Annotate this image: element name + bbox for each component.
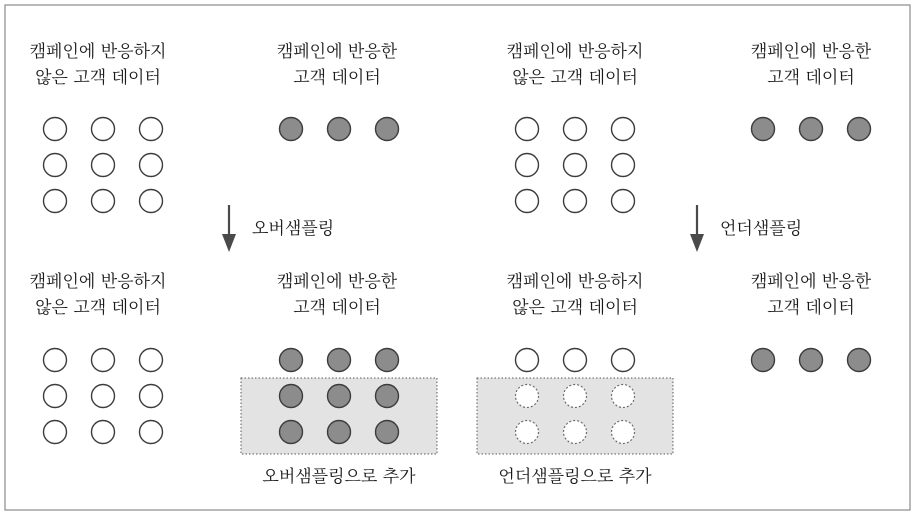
bottom-right-dot-row <box>752 349 871 372</box>
non-responder-dot <box>92 349 115 372</box>
undersampling-caption: 언더샘플링으로 추가 <box>498 467 652 487</box>
non-responder-dot <box>44 154 67 177</box>
non-responder-dot <box>44 190 67 213</box>
bottom-left-dot-grid <box>44 349 163 444</box>
non-responder-dot <box>516 190 539 213</box>
responder-dot <box>376 118 399 141</box>
responder-dot <box>328 349 351 372</box>
removed-dot <box>612 421 635 444</box>
non-responder-dot <box>140 190 163 213</box>
top-left-label-line2: 않은 고객 데이터 <box>35 68 161 88</box>
non-responder-dot <box>92 385 115 408</box>
non-responder-dot <box>44 385 67 408</box>
oversampled-responder-dot <box>280 421 303 444</box>
non-responder-dot <box>44 421 67 444</box>
top-right-dot-row <box>752 118 871 141</box>
responder-dot <box>376 349 399 372</box>
non-responder-dot <box>564 349 587 372</box>
bottom-right-label-line1: 캠페인에 반응한 <box>750 272 872 292</box>
bottom-second-label-line2: 고객 데이터 <box>293 298 381 318</box>
top-left-label-line1: 캠페인에 반응하지 <box>29 42 167 62</box>
oversampled-responder-dot <box>376 385 399 408</box>
non-responder-dot <box>140 385 163 408</box>
top-second-label-line2: 고객 데이터 <box>293 68 381 88</box>
responder-dot <box>848 349 871 372</box>
bottom-third-dot-row <box>516 349 635 372</box>
bottom-third-label-line2: 않은 고객 데이터 <box>512 298 638 318</box>
top-third-label-line1: 캠페인에 반응하지 <box>506 42 644 62</box>
bottom-third-label-line1: 캠페인에 반응하지 <box>506 272 644 292</box>
oversampled-responder-dot <box>328 421 351 444</box>
oversampled-responder-dot <box>328 385 351 408</box>
non-responder-dot <box>612 349 635 372</box>
non-responder-dot <box>92 154 115 177</box>
non-responder-dot <box>612 154 635 177</box>
top-second-label-line1: 캠페인에 반응한 <box>276 42 398 62</box>
top-second-dot-row <box>280 118 399 141</box>
non-responder-dot <box>516 154 539 177</box>
non-responder-dot <box>140 349 163 372</box>
bottom-second-dot-row <box>280 349 399 372</box>
non-responder-dot <box>564 190 587 213</box>
bottom-right-label-line2: 고객 데이터 <box>767 298 855 318</box>
non-responder-dot <box>564 118 587 141</box>
bottom-left-label-line1: 캠페인에 반응하지 <box>29 272 167 292</box>
oversampled-responder-dot <box>280 385 303 408</box>
removed-dot <box>516 385 539 408</box>
removed-dot <box>516 421 539 444</box>
top-left-dot-grid <box>44 118 163 213</box>
non-responder-dot <box>516 349 539 372</box>
non-responder-dot <box>516 118 539 141</box>
responder-dot <box>280 118 303 141</box>
removed-dot <box>612 385 635 408</box>
top-third-label-line2: 않은 고객 데이터 <box>512 68 638 88</box>
removed-dot <box>564 385 587 408</box>
undersampling-label: 언더샘플링 <box>720 219 803 239</box>
oversampling-caption: 오버샘플링으로 추가 <box>262 467 416 487</box>
top-third-dot-grid <box>516 118 635 213</box>
oversampling-label: 오버샘플링 <box>252 219 335 239</box>
non-responder-dot <box>140 421 163 444</box>
non-responder-dot <box>44 349 67 372</box>
non-responder-dot <box>92 118 115 141</box>
non-responder-dot <box>612 190 635 213</box>
responder-dot <box>848 118 871 141</box>
responder-dot <box>328 118 351 141</box>
non-responder-dot <box>140 154 163 177</box>
top-right-label-line2: 고객 데이터 <box>767 68 855 88</box>
bottom-left-label-line2: 않은 고객 데이터 <box>35 298 161 318</box>
removed-dot <box>564 421 587 444</box>
non-responder-dot <box>140 118 163 141</box>
non-responder-dot <box>44 118 67 141</box>
oversampled-responder-dot <box>376 421 399 444</box>
non-responder-dot <box>612 118 635 141</box>
non-responder-dot <box>92 190 115 213</box>
non-responder-dot <box>92 421 115 444</box>
bottom-second-label-line1: 캠페인에 반응한 <box>276 272 398 292</box>
responder-dot <box>280 349 303 372</box>
responder-dot <box>752 349 775 372</box>
top-right-label-line1: 캠페인에 반응한 <box>750 42 872 62</box>
responder-dot <box>752 118 775 141</box>
responder-dot <box>800 118 823 141</box>
responder-dot <box>800 349 823 372</box>
non-responder-dot <box>564 154 587 177</box>
